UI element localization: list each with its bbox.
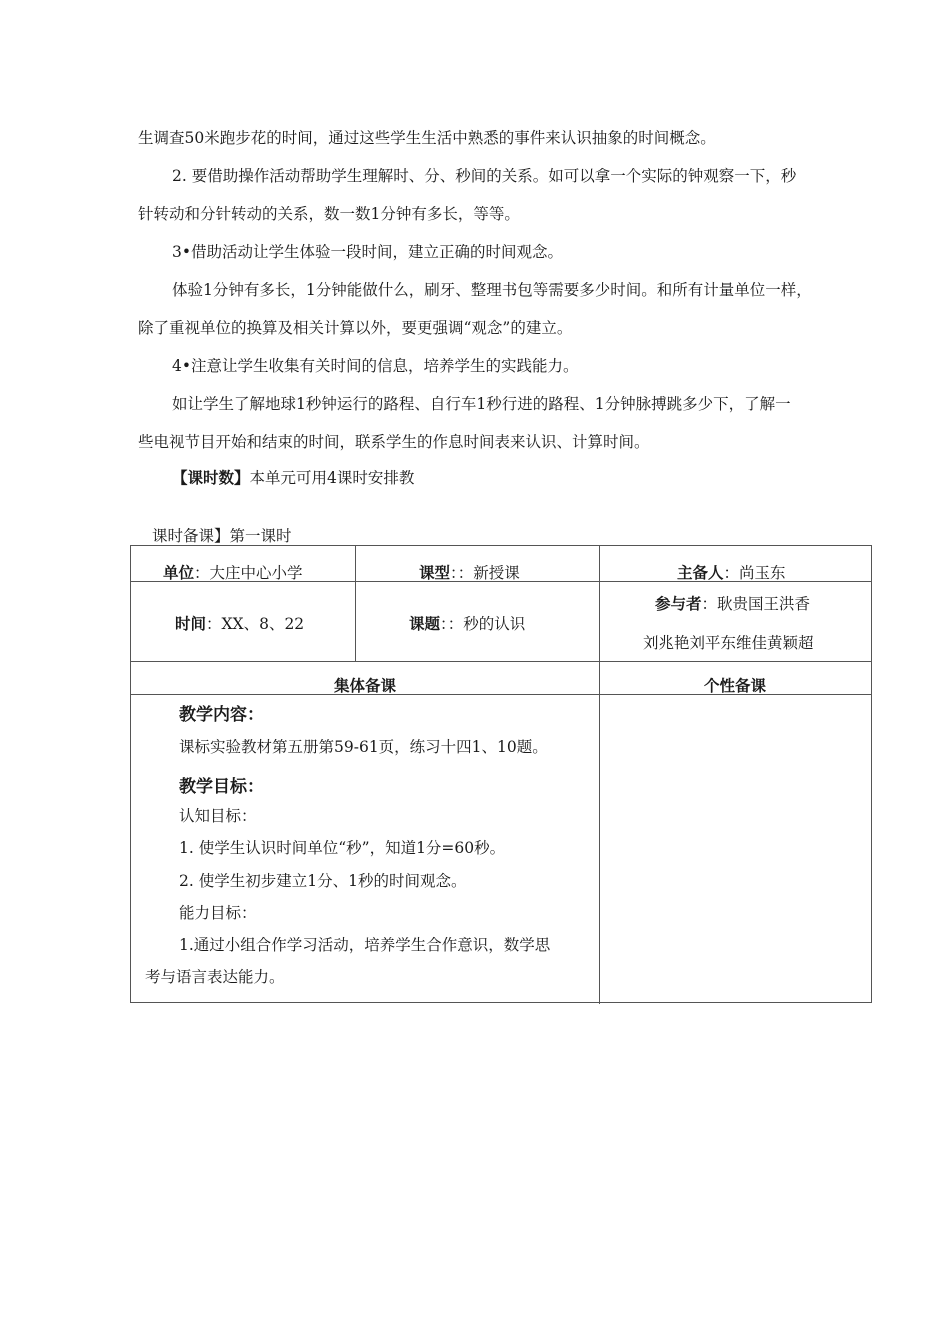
time-value: ：XX、8、22 — [206, 615, 305, 633]
participants-cell — [655, 593, 810, 615]
goals-heading: 教学目标： — [179, 777, 264, 797]
lesson-plan-table — [130, 545, 872, 1003]
ability-goal-1: 1.通过小组合作学习活动，培养学生合作意识，数学思 — [179, 936, 551, 954]
lead-teacher-value: ：尚玉东 — [723, 564, 786, 582]
content-heading: 教学内容： — [179, 705, 264, 725]
cognitive-goal-1: 1. 使学生认识时间单位“秒”，知道1分=60秒。 — [179, 839, 506, 857]
ability-goal-1-continued: 考与语言表达能力。 — [145, 968, 285, 986]
table-caption: 课时备课】第一课时 — [152, 527, 292, 545]
participants-line-2: 刘兆艳刘平东维佳黄颖超 — [643, 634, 814, 652]
lesson-type-cell — [419, 562, 520, 584]
lesson-count-text: 本单元可用4课时安排教 — [249, 469, 415, 487]
lesson-type-label: 课型 — [419, 564, 451, 582]
unit-value: ：大庄中心小学 — [194, 564, 303, 582]
participants-value: ：耿贵国王洪香 — [701, 595, 811, 613]
paragraph-line: 3•借助活动让学生体验一段时间，建立正确的时间观念。 — [172, 243, 564, 261]
unit-cell — [163, 562, 303, 584]
lead-teacher-label: 主备人 — [677, 564, 724, 582]
paragraph-line: 些电视节目开始和结束的时间，联系学生的作息时间表来认识、计算时间。 — [138, 433, 650, 451]
personal-prep-header: 个性备课 — [703, 677, 766, 695]
paragraph-line: 体验1分钟有多长，1分钟能做什么，刷牙、整理书包等需要多少时间。和所有计量单位一样， — [172, 281, 812, 299]
group-prep-header: 集体备课 — [333, 677, 396, 695]
paragraph-line: 生调查50米跑步花的时间，通过这些学生生活中熟悉的事件来认识抽象的时间概念。 — [138, 129, 716, 147]
table-rule — [131, 661, 871, 662]
ability-heading: 能力目标： — [179, 904, 257, 922]
time-cell — [175, 613, 304, 635]
cognitive-heading: 认知目标： — [179, 807, 257, 825]
cognitive-goal-2: 2. 使学生初步建立1分、1秒的时间观念。 — [179, 872, 467, 890]
lesson-type-value: ：：新授课 — [450, 564, 520, 582]
paragraph-line: 2. 要借助操作活动帮助学生理解时、分、秒间的关系。如可以拿一个实际的钟观察一下，秒 — [172, 167, 797, 185]
paragraph-line: 4•注意让学生收集有关时间的信息，培养学生的实践能力。 — [172, 357, 579, 375]
paragraph-line: 除了重视单位的换算及相关计算以外，要更强调“观念”的建立。 — [138, 319, 573, 337]
lead-teacher-cell — [677, 562, 786, 584]
lesson-count-line — [172, 467, 414, 489]
paragraph-line: 针转动和分针转动的关系，数一数1分钟有多长，等等。 — [138, 205, 520, 223]
topic-cell — [409, 613, 525, 635]
unit-label: 单位 — [163, 564, 195, 582]
participants-label: 参与者 — [655, 595, 702, 613]
lesson-count-label: 【课时数】 — [172, 469, 250, 487]
paragraph-line: 如让学生了解地球1秒钟运行的路程、自行车1秒行进的路程、1分钟脉搏跳多少下，了解一 — [172, 395, 791, 413]
table-rule — [355, 546, 356, 661]
time-label: 时间 — [175, 615, 207, 633]
content-text: 课标实验教材第五册第59-61页，练习十四1、10题。 — [179, 738, 548, 756]
table-rule — [599, 546, 600, 1004]
topic-value: ：：秒的认识 — [440, 615, 526, 633]
topic-label: 课题 — [409, 615, 441, 633]
